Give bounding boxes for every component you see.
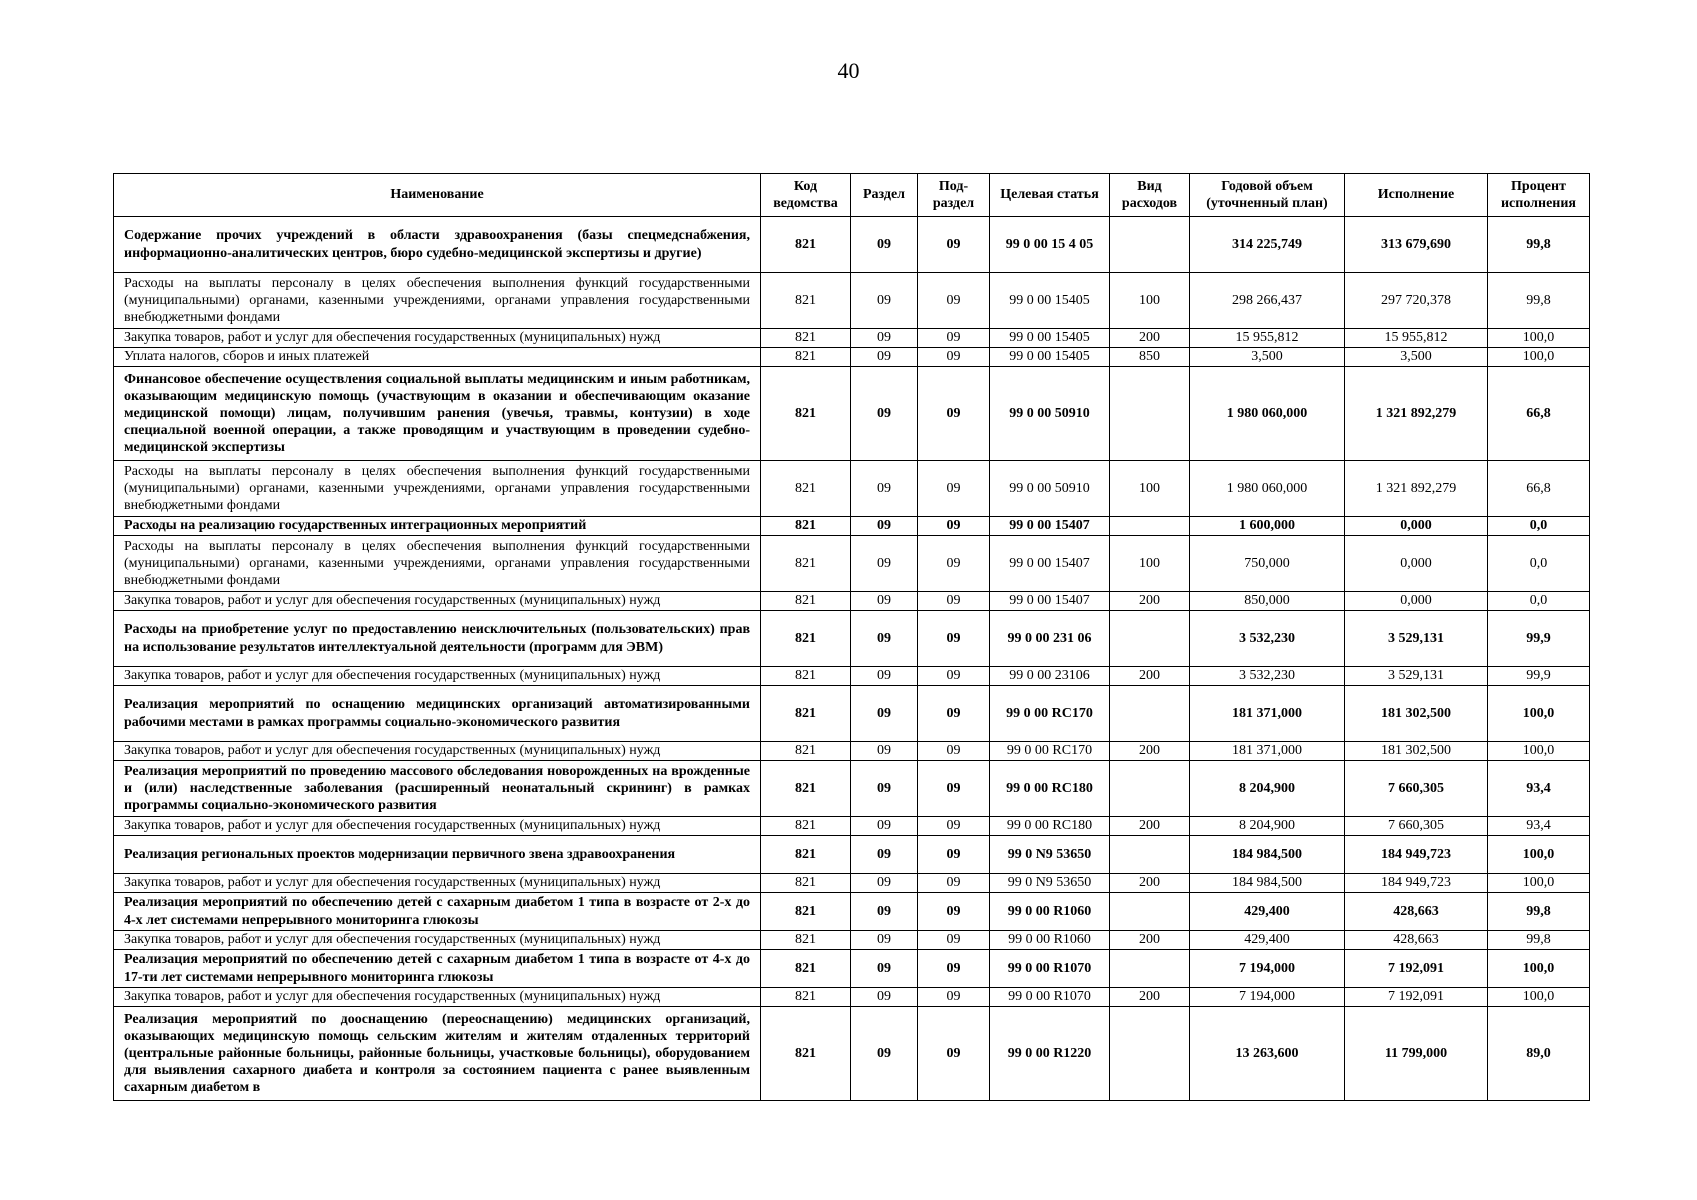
row-name: Реализация мероприятий по проведению массового обследования новорожденных на врожденные и (или) наследственные заболевания (расширенный неонатальный скрининг) в рамках программы социально-экономического развития: [114, 761, 761, 817]
row-plan: 3,500: [1190, 348, 1345, 367]
row-plan: 7 194,000: [1190, 950, 1345, 988]
row-code: 821: [761, 931, 851, 950]
row-percent: 100,0: [1488, 329, 1590, 348]
row-article: 99 0 00 15405: [990, 329, 1110, 348]
row-execution: 7 192,091: [1345, 988, 1488, 1007]
table-row: [114, 874, 1590, 893]
column-header-percent: Процент исполнения: [1488, 174, 1590, 217]
table-row: [114, 817, 1590, 836]
row-plan: 314 225,749: [1190, 217, 1345, 273]
row-execution: 0,000: [1345, 536, 1488, 592]
table-row: [114, 348, 1590, 367]
row-article: 99 0 00 15405: [990, 273, 1110, 329]
row-subsection: 09: [918, 931, 990, 950]
row-subsection: 09: [918, 273, 990, 329]
row-section: 09: [851, 273, 918, 329]
row-subsection: 09: [918, 950, 990, 988]
row-kind: [1110, 517, 1190, 536]
table-row: [114, 742, 1590, 761]
row-subsection: 09: [918, 611, 990, 667]
row-kind: 200: [1110, 667, 1190, 686]
row-percent: 93,4: [1488, 761, 1590, 817]
row-plan: 184 984,500: [1190, 836, 1345, 874]
row-section: 09: [851, 536, 918, 592]
row-name: Закупка товаров, работ и услуг для обеспечения государственных (муниципальных) нужд: [114, 742, 761, 761]
row-name: Расходы на реализацию государственных интеграционных мероприятий: [114, 517, 761, 536]
row-section: 09: [851, 517, 918, 536]
row-name: Расходы на выплаты персоналу в целях обеспечения выполнения функций государственными (муниципальными) органами, казенными учреждениями, органами управления государственными внебюджетными фондами: [114, 461, 761, 517]
row-article: 99 0 00 RC170: [990, 742, 1110, 761]
row-code: 821: [761, 517, 851, 536]
row-code: 821: [761, 611, 851, 667]
row-article: 99 0 00 23106: [990, 667, 1110, 686]
row-article: 99 0 00 R1060: [990, 931, 1110, 950]
row-name: Расходы на приобретение услуг по предоставлению неисключительных (пользовательских) прав на использование результатов интеллектуальной деятельности (программ для ЭВМ): [114, 611, 761, 667]
row-kind: 850: [1110, 348, 1190, 367]
row-subsection: 09: [918, 874, 990, 893]
row-section: 09: [851, 761, 918, 817]
row-percent: 0,0: [1488, 592, 1590, 611]
row-execution: 181 302,500: [1345, 742, 1488, 761]
row-code: 821: [761, 536, 851, 592]
row-article: 99 0 00 R1070: [990, 950, 1110, 988]
row-name: Реализация мероприятий по дооснащению (переоснащению) медицинских организаций, оказывающих медицинскую помощь сельским жителям и жителям отдаленных территорий (центральные районные больницы, районные больницы, участковые больницы), оборудованием для выявления сахарного диабета и контроля за состоянием пациента с ранее выявленным сахарным диабетом в: [114, 1007, 761, 1101]
table-row: [114, 931, 1590, 950]
table-row: [114, 536, 1590, 592]
row-percent: 93,4: [1488, 817, 1590, 836]
row-plan: 298 266,437: [1190, 273, 1345, 329]
row-kind: [1110, 761, 1190, 817]
budget-execution-table: [113, 173, 1590, 1101]
row-plan: 8 204,900: [1190, 817, 1345, 836]
row-kind: [1110, 611, 1190, 667]
table-row: [114, 1007, 1590, 1101]
row-subsection: 09: [918, 817, 990, 836]
row-section: 09: [851, 836, 918, 874]
column-header-subsection: Под-раздел: [918, 174, 990, 217]
row-subsection: 09: [918, 536, 990, 592]
row-code: 821: [761, 742, 851, 761]
row-section: 09: [851, 817, 918, 836]
row-section: 09: [851, 367, 918, 461]
row-article: 99 0 00 R1220: [990, 1007, 1110, 1101]
row-section: 09: [851, 611, 918, 667]
row-percent: 66,8: [1488, 367, 1590, 461]
row-percent: 100,0: [1488, 874, 1590, 893]
table-row: [114, 893, 1590, 931]
row-article: 99 0 00 15407: [990, 517, 1110, 536]
row-code: 821: [761, 329, 851, 348]
row-execution: 184 949,723: [1345, 874, 1488, 893]
row-kind: [1110, 893, 1190, 931]
row-subsection: 09: [918, 761, 990, 817]
row-plan: 13 263,600: [1190, 1007, 1345, 1101]
row-subsection: 09: [918, 217, 990, 273]
row-execution: 1 321 892,279: [1345, 461, 1488, 517]
row-percent: 66,8: [1488, 461, 1590, 517]
row-article: 99 0 00 231 06: [990, 611, 1110, 667]
row-execution: 428,663: [1345, 931, 1488, 950]
row-article: 99 0 00 15405: [990, 348, 1110, 367]
row-article: 99 0 N9 53650: [990, 874, 1110, 893]
row-section: 09: [851, 592, 918, 611]
row-percent: 100,0: [1488, 836, 1590, 874]
row-article: 99 0 00 15407: [990, 592, 1110, 611]
row-percent: 89,0: [1488, 1007, 1590, 1101]
row-section: 09: [851, 1007, 918, 1101]
row-plan: 7 194,000: [1190, 988, 1345, 1007]
row-subsection: 09: [918, 988, 990, 1007]
row-execution: 428,663: [1345, 893, 1488, 931]
row-section: 09: [851, 686, 918, 742]
row-execution: 3,500: [1345, 348, 1488, 367]
row-execution: 3 529,131: [1345, 667, 1488, 686]
table-row: [114, 611, 1590, 667]
row-execution: 313 679,690: [1345, 217, 1488, 273]
table-row: [114, 836, 1590, 874]
row-section: 09: [851, 931, 918, 950]
row-section: 09: [851, 217, 918, 273]
table-row: [114, 988, 1590, 1007]
row-subsection: 09: [918, 461, 990, 517]
row-code: 821: [761, 686, 851, 742]
row-kind: [1110, 686, 1190, 742]
row-subsection: 09: [918, 667, 990, 686]
row-kind: 200: [1110, 874, 1190, 893]
row-name: Расходы на выплаты персоналу в целях обеспечения выполнения функций государственными (муниципальными) органами, казенными учреждениями, органами управления государственными внебюджетными фондами: [114, 273, 761, 329]
table-row: [114, 667, 1590, 686]
row-code: 821: [761, 836, 851, 874]
row-name: Реализация мероприятий по обеспечению детей с сахарным диабетом 1 типа в возрасте от 4-х до 17-ти лет системами непрерывного мониторинга глюкозы: [114, 950, 761, 988]
row-article: 99 0 00 RC180: [990, 761, 1110, 817]
table-row: [114, 273, 1590, 329]
table-body: [114, 217, 1590, 1101]
column-header-plan: Годовой объем (уточненный план): [1190, 174, 1345, 217]
row-code: 821: [761, 217, 851, 273]
row-code: 821: [761, 950, 851, 988]
column-header-execution: Исполнение: [1345, 174, 1488, 217]
row-section: 09: [851, 893, 918, 931]
row-name: Расходы на выплаты персоналу в целях обеспечения выполнения функций государственными (муниципальными) органами, казенными учреждениями, органами управления государственными внебюджетными фондами: [114, 536, 761, 592]
row-execution: 7 660,305: [1345, 817, 1488, 836]
row-section: 09: [851, 874, 918, 893]
row-kind: 200: [1110, 931, 1190, 950]
row-plan: 1 600,000: [1190, 517, 1345, 536]
row-name: Закупка товаров, работ и услуг для обеспечения государственных (муниципальных) нужд: [114, 592, 761, 611]
row-execution: 15 955,812: [1345, 329, 1488, 348]
page-number: 40: [837, 58, 860, 83]
row-execution: 7 660,305: [1345, 761, 1488, 817]
row-code: 821: [761, 348, 851, 367]
row-percent: 100,0: [1488, 348, 1590, 367]
row-plan: 429,400: [1190, 931, 1345, 950]
row-percent: 100,0: [1488, 950, 1590, 988]
row-article: 99 0 00 RC170: [990, 686, 1110, 742]
row-plan: 184 984,500: [1190, 874, 1345, 893]
row-name: Финансовое обеспечение осуществления социальной выплаты медицинским и иным работникам, оказывающим медицинскую помощь (участвующим в оказании и обеспечивающим оказание медицинской помощи) лицам, получившим ранения (увечья, травмы, контузии) в ходе специальной военной операции, а также проводящим и участвующим в проведении судебно-медицинской экспертизы: [114, 367, 761, 461]
row-article: 99 0 00 R1070: [990, 988, 1110, 1007]
row-execution: 0,000: [1345, 592, 1488, 611]
row-name: Закупка товаров, работ и услуг для обеспечения государственных (муниципальных) нужд: [114, 329, 761, 348]
row-subsection: 09: [918, 836, 990, 874]
row-kind: 100: [1110, 536, 1190, 592]
table-row: [114, 217, 1590, 273]
row-kind: 200: [1110, 742, 1190, 761]
table-row: [114, 686, 1590, 742]
row-name: Закупка товаров, работ и услуг для обеспечения государственных (муниципальных) нужд: [114, 874, 761, 893]
table-row: [114, 517, 1590, 536]
row-execution: 184 949,723: [1345, 836, 1488, 874]
row-kind: 200: [1110, 329, 1190, 348]
row-plan: 3 532,230: [1190, 667, 1345, 686]
row-plan: 1 980 060,000: [1190, 367, 1345, 461]
column-header-name: Наименование: [114, 174, 761, 217]
row-kind: [1110, 1007, 1190, 1101]
row-kind: 200: [1110, 988, 1190, 1007]
row-percent: 100,0: [1488, 988, 1590, 1007]
table-header: [114, 174, 1590, 217]
table-row: [114, 592, 1590, 611]
row-percent: 0,0: [1488, 536, 1590, 592]
row-kind: [1110, 950, 1190, 988]
row-plan: 8 204,900: [1190, 761, 1345, 817]
row-article: 99 0 00 50910: [990, 461, 1110, 517]
row-subsection: 09: [918, 329, 990, 348]
row-execution: 0,000: [1345, 517, 1488, 536]
column-header-article: Целевая статья: [990, 174, 1110, 217]
row-code: 821: [761, 817, 851, 836]
row-code: 821: [761, 273, 851, 329]
row-section: 09: [851, 667, 918, 686]
row-name: Закупка товаров, работ и услуг для обеспечения государственных (муниципальных) нужд: [114, 817, 761, 836]
row-percent: 99,9: [1488, 667, 1590, 686]
row-plan: 181 371,000: [1190, 686, 1345, 742]
table-row: [114, 761, 1590, 817]
row-section: 09: [851, 348, 918, 367]
row-execution: 1 321 892,279: [1345, 367, 1488, 461]
row-code: 821: [761, 761, 851, 817]
row-kind: [1110, 217, 1190, 273]
row-subsection: 09: [918, 1007, 990, 1101]
row-section: 09: [851, 461, 918, 517]
row-subsection: 09: [918, 893, 990, 931]
column-header-kind: Вид расходов: [1110, 174, 1190, 217]
row-percent: 99,8: [1488, 893, 1590, 931]
row-kind: 200: [1110, 817, 1190, 836]
row-article: 99 0 00 R1060: [990, 893, 1110, 931]
row-name: Уплата налогов, сборов и иных платежей: [114, 348, 761, 367]
row-plan: 750,000: [1190, 536, 1345, 592]
row-code: 821: [761, 592, 851, 611]
row-article: 99 0 00 50910: [990, 367, 1110, 461]
column-header-section: Раздел: [851, 174, 918, 217]
row-kind: [1110, 836, 1190, 874]
row-kind: [1110, 367, 1190, 461]
row-subsection: 09: [918, 686, 990, 742]
row-subsection: 09: [918, 742, 990, 761]
row-section: 09: [851, 950, 918, 988]
row-code: 821: [761, 667, 851, 686]
row-code: 821: [761, 988, 851, 1007]
row-code: 821: [761, 461, 851, 517]
table-row: [114, 367, 1590, 461]
row-plan: 429,400: [1190, 893, 1345, 931]
row-percent: 99,8: [1488, 931, 1590, 950]
row-kind: 100: [1110, 273, 1190, 329]
row-subsection: 09: [918, 367, 990, 461]
row-name: Реализация мероприятий по обеспечению детей с сахарным диабетом 1 типа в возрасте от 2-х до 4-х лет системами непрерывного мониторинга глюкозы: [114, 893, 761, 931]
row-article: 99 0 00 15 4 05: [990, 217, 1110, 273]
row-article: 99 0 00 15407: [990, 536, 1110, 592]
row-section: 09: [851, 329, 918, 348]
row-article: 99 0 00 RC180: [990, 817, 1110, 836]
row-percent: 99,9: [1488, 611, 1590, 667]
row-name: Реализация мероприятий по оснащению медицинских организаций автоматизированными рабочими местами в рамках программы социально-экономического развития: [114, 686, 761, 742]
row-section: 09: [851, 988, 918, 1007]
row-execution: 181 302,500: [1345, 686, 1488, 742]
row-name: Закупка товаров, работ и услуг для обеспечения государственных (муниципальных) нужд: [114, 988, 761, 1007]
row-percent: 100,0: [1488, 686, 1590, 742]
row-plan: 1 980 060,000: [1190, 461, 1345, 517]
row-percent: 100,0: [1488, 742, 1590, 761]
row-plan: 3 532,230: [1190, 611, 1345, 667]
row-name: Закупка товаров, работ и услуг для обеспечения государственных (муниципальных) нужд: [114, 667, 761, 686]
row-execution: 7 192,091: [1345, 950, 1488, 988]
row-percent: 99,8: [1488, 217, 1590, 273]
row-code: 821: [761, 893, 851, 931]
table-row: [114, 950, 1590, 988]
row-subsection: 09: [918, 517, 990, 536]
row-kind: 100: [1110, 461, 1190, 517]
table-row: [114, 329, 1590, 348]
row-execution: 3 529,131: [1345, 611, 1488, 667]
header-row: [114, 174, 1590, 217]
row-execution: 297 720,378: [1345, 273, 1488, 329]
row-name: Закупка товаров, работ и услуг для обеспечения государственных (муниципальных) нужд: [114, 931, 761, 950]
row-code: 821: [761, 367, 851, 461]
row-kind: 200: [1110, 592, 1190, 611]
row-name: Реализация региональных проектов модернизации первичного звена здравоохранения: [114, 836, 761, 874]
row-subsection: 09: [918, 592, 990, 611]
row-name: Содержание прочих учреждений в области здравоохранения (базы спецмедснабжения, информационно-аналитических центров, бюро судебно-медицинской экспертизы и другие): [114, 217, 761, 273]
row-execution: 11 799,000: [1345, 1007, 1488, 1101]
row-section: 09: [851, 742, 918, 761]
row-plan: 181 371,000: [1190, 742, 1345, 761]
row-article: 99 0 N9 53650: [990, 836, 1110, 874]
row-plan: 850,000: [1190, 592, 1345, 611]
row-subsection: 09: [918, 348, 990, 367]
row-percent: 0,0: [1488, 517, 1590, 536]
row-code: 821: [761, 874, 851, 893]
row-code: 821: [761, 1007, 851, 1101]
table-row: [114, 461, 1590, 517]
row-percent: 99,8: [1488, 273, 1590, 329]
row-plan: 15 955,812: [1190, 329, 1345, 348]
column-header-code: Код ведомства: [761, 174, 851, 217]
